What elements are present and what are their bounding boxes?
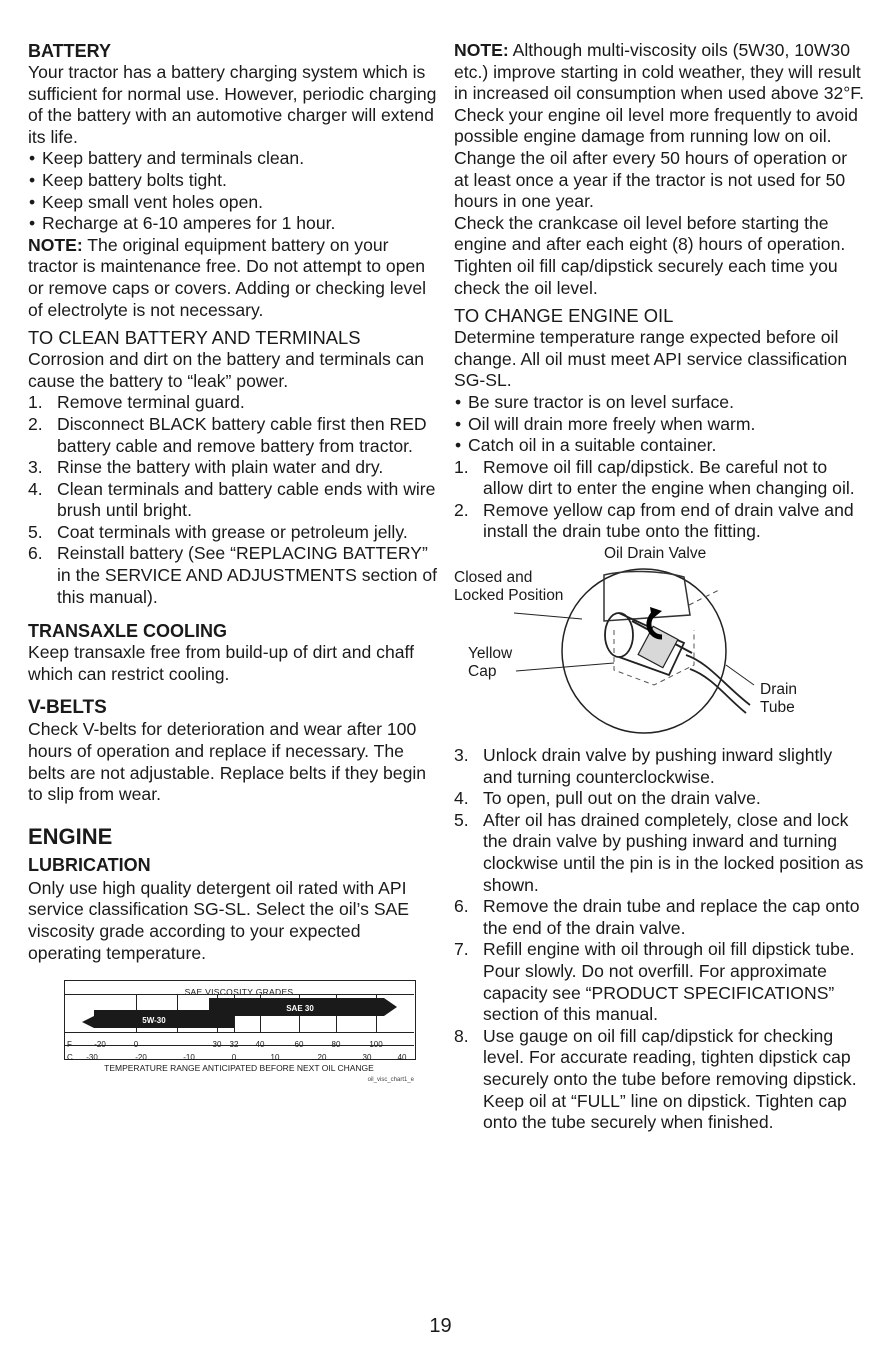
list-item: • Keep battery and terminals clean.: [28, 148, 438, 170]
list-item: 1. Remove oil fill cap/dipstick. Be careful not to allow dirt to enter the engine when changing oil.: [454, 456, 855, 499]
engine-heading: ENGINE: [28, 823, 113, 849]
chart-footer: TEMPERATURE RANGE ANTICIPATED BEFORE NEXT OIL CHANGE: [104, 1063, 374, 1074]
note-label: NOTE:: [28, 234, 83, 255]
tick-label: -10: [183, 1053, 195, 1063]
tick-label: 20: [317, 1053, 327, 1063]
tick-label: 30: [362, 1053, 372, 1063]
list-item: • Oil will drain more freely when warm.: [454, 414, 864, 436]
celsius-label: C: [67, 1053, 73, 1063]
change-oil-heading: TO CHANGE ENGINE OIL: [454, 305, 674, 327]
tick-label: 32: [229, 1040, 239, 1050]
page-number: 19: [429, 1315, 452, 1337]
5w30-label: 5W-30: [142, 1016, 166, 1026]
list-item: 5. Coat terminals with grease or petroleum jelly.: [28, 521, 408, 542]
tick-label: 60: [294, 1040, 304, 1050]
change-oil-intro: Determine temperature range expected before oil change. All oil must meet API service classification SG-SL.: [454, 327, 848, 391]
clean-steps: [28, 392, 438, 608]
drain-valve-illustration: [454, 545, 854, 745]
tick-label: 80: [331, 1040, 341, 1050]
change-oil-steps-a: [454, 457, 864, 543]
list-item: 5. After oil has drained completely, close and lock the drain valve by pushing inward and turning clockwise until the pin is in the locked position as shown.: [454, 809, 864, 895]
list-item: • Be sure tractor is on level surface.: [454, 392, 864, 414]
battery-heading: BATTERY: [28, 41, 111, 61]
chart-id: oil_visc_chart1_e: [367, 1077, 414, 1084]
tick-label: 10: [270, 1053, 280, 1063]
list-item: 3. Rinse the battery with plain water and dry.: [28, 457, 384, 478]
viscosity-bars: [64, 994, 414, 1032]
battery-intro: Your tractor has a battery charging system which is sufficient for normal use. However, periodic charging of the battery with an automotive charger will extend its life.: [28, 62, 437, 147]
list-item: 3. Unlock drain valve by pushing inward slightly and turning counterclockwise.: [454, 745, 833, 787]
list-item: • Keep small vent holes open.: [28, 192, 438, 214]
oil-drain-valve-diagram: [454, 545, 854, 745]
right-column: [454, 40, 864, 1134]
list-item: 6. Reinstall battery (See “REPLACING BATTERY” in the SERVICE AND ADJUSTMENTS section of this manual).: [28, 543, 438, 607]
list-item: 2. Remove yellow cap from end of drain valve and install the drain tube onto the fitting.: [454, 499, 854, 542]
tick-label: -20: [94, 1040, 106, 1050]
list-item: 7. Refill engine with oil through oil fill dipstick tube. Pour slowly. Do not overfill. For approximate capacity see “PRODUCT SPECIFICATIONS” section of this manual.: [454, 939, 855, 1025]
vbelts-text: Check V-belts for deterioration and wear after 100 hours of operation and replace if necessary. The belts are not adjustable. Replace belts if they begin to slip from wear.: [28, 719, 427, 805]
note-label: NOTE:: [454, 40, 509, 60]
list-item: • Catch oil in a suitable container.: [454, 435, 864, 457]
list-item: • Keep battery bolts tight.: [28, 170, 438, 192]
list-item: 2. Disconnect BLACK battery cable first then RED battery cable and remove battery from tractor.: [28, 413, 427, 456]
list-item: 1. Remove terminal guard.: [28, 392, 245, 413]
tick-label: 0: [133, 1040, 139, 1050]
diagram-title: Oil Drain Valve: [604, 545, 707, 563]
tick-label: 40: [255, 1040, 265, 1050]
chart-title: SAE VISCOSITY GRADES: [184, 987, 294, 998]
list-item: 4. To open, pull out on the drain valve.: [454, 788, 761, 809]
left-column: [28, 40, 438, 1084]
lubrication-text: Only use high quality detergent oil rated with API service classification SG-SL. Select the oil’s SAE viscosity grade according to your expected operating temperature.: [28, 877, 410, 963]
oil-check-text: Check the crankcase oil level before starting the engine and after each eight (8) hours of operation. Tighten oil fill cap/dipstick securely each time you check the oil level.: [454, 212, 846, 298]
oil-change-interval: Change the oil after every 50 hours of operation or at least once a year if the tractor is not used for 50 hours in one year.: [454, 147, 848, 212]
tick-label: 30: [212, 1040, 222, 1050]
viscosity-chart: [64, 980, 416, 1084]
list-item: 6. Remove the drain tube and replace the cap onto the end of the drain valve.: [454, 896, 860, 938]
lubrication-heading: LUBRICATION: [28, 854, 151, 875]
drain-tube-label: Drain Tube: [760, 681, 798, 717]
clean-intro: Corrosion and dirt on the battery and terminals can cause the battery to “leak” power.: [28, 349, 425, 391]
note-text: The original equipment battery on your tractor is maintenance free. Do not attempt to open or remove caps or covers. Adding or checking level of electrolyte is not necessary.: [28, 234, 427, 320]
tick-label: -20: [135, 1053, 147, 1063]
yellow-cap-label: Yellow Cap: [468, 645, 513, 681]
change-oil-steps-b: [454, 745, 864, 1134]
fahrenheit-label: F: [67, 1040, 72, 1050]
change-oil-bullets: [454, 392, 864, 457]
list-item: • Recharge at 6-10 amperes for 1 hour.: [28, 213, 438, 235]
transaxle-text: Keep transaxle free from build-up of dirt and chaff which can restrict cooling.: [28, 642, 414, 684]
vbelts-heading: V-BELTS: [28, 697, 107, 719]
list-item: 4. Clean terminals and battery cable ends with wire brush until bright.: [28, 478, 436, 521]
note-text: Although multi-viscosity oils (5W30, 10W30 etc.) improve starting in cold weather, they will result in increased oil consumption when used above 32°F. Check your engine oil level more frequently to avoid possible engine damage from running low on oil.: [454, 40, 864, 147]
sae30-label: SAE 30: [286, 1004, 314, 1014]
battery-note: [28, 235, 438, 321]
transaxle-heading: TRANSAXLE COOLING: [28, 621, 228, 642]
clean-battery-heading: TO CLEAN BATTERY AND TERMINALS: [28, 327, 361, 349]
closed-locked-label: Closed and Locked Position: [454, 569, 564, 605]
tick-label: 0: [231, 1053, 237, 1063]
tick-label: 100: [369, 1040, 383, 1050]
battery-bullets: [28, 148, 438, 234]
list-item: 8. Use gauge on oil fill cap/dipstick for checking level. For accurate reading, tighten dipstick cap securely onto the tube before removing dipstick. Keep oil at “FULL” line on dipstick. Tighten cap onto the tube securely when finished.: [454, 1025, 857, 1133]
oil-note: [454, 40, 864, 148]
tick-label: -30: [86, 1053, 98, 1063]
tick-label: 40: [397, 1053, 407, 1063]
